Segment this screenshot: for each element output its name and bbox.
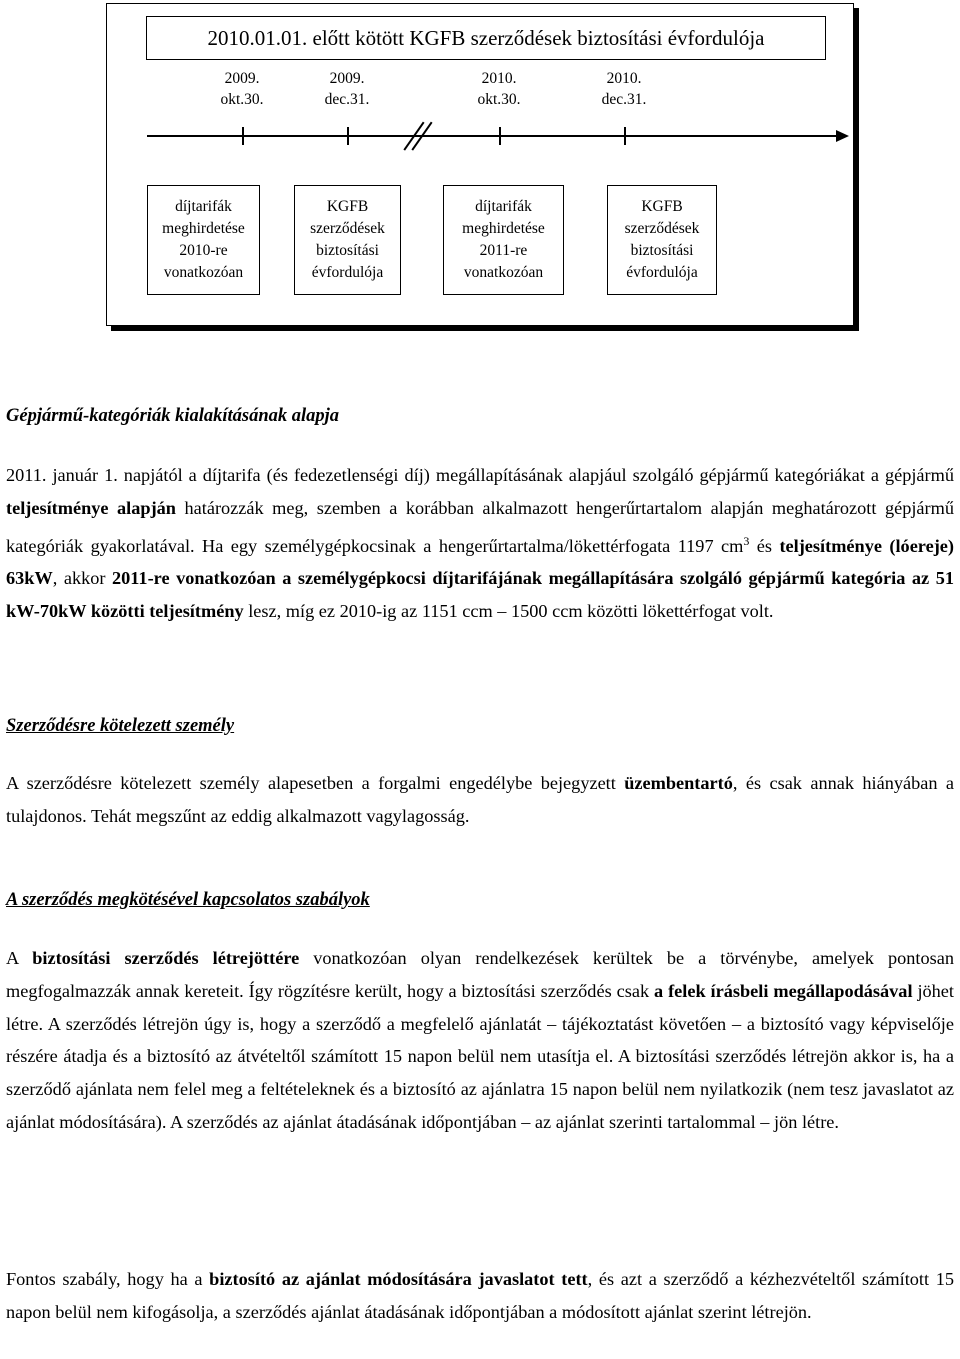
figure-title: 2010.01.01. előtt kötött KGFB szerződések biztosítási évfordulója bbox=[146, 16, 826, 60]
timeline-arrow-icon bbox=[836, 130, 849, 142]
box-line: évfordulója bbox=[311, 264, 384, 281]
text-run-bold: 2011-re vonatkozóan a személygépkocsi díjtarifájának megállapítására szolgáló gépjármű kategória az 51 kW-70kW közötti teljesítmény bbox=[6, 568, 954, 622]
text-run: 2011. január 1. napjától a díjtarifa (és fedezetlenségi díj) megállapításának alapjául szolgáló gépjármű kategóriákat a gépjármű bbox=[6, 465, 954, 485]
text-run-bold: biztosítási szerződés létrejöttére bbox=[32, 948, 300, 968]
box-line: meghirdetése bbox=[162, 220, 245, 237]
timeline-box-4 bbox=[607, 185, 717, 295]
text-run: , akkor bbox=[52, 568, 113, 589]
paragraph-obligated-person bbox=[6, 767, 954, 833]
box-line: KGFB bbox=[641, 198, 683, 215]
text-run: , és csak annak hiányában a tulajdonos. Tehát megszűnt az eddig alkalmazott vagylagosság. bbox=[6, 773, 954, 826]
section-heading-vehicle-categories: Gépjármű-kategóriák kialakításának alapja bbox=[6, 406, 340, 426]
box-line: vonatkozóan bbox=[463, 264, 544, 281]
box-line: biztosítási bbox=[630, 242, 694, 259]
text-run: és bbox=[749, 535, 780, 556]
box-line: díjtarifák bbox=[475, 198, 532, 215]
timeline-date-3 bbox=[454, 68, 544, 110]
text-run: Fontos szabály, hogy ha a bbox=[6, 1269, 210, 1289]
box-line: díjtarifák bbox=[175, 198, 232, 215]
paragraph-vehicle-categories bbox=[6, 459, 954, 628]
timeline-tick bbox=[499, 127, 501, 145]
date-day: dec.31. bbox=[601, 91, 647, 108]
box-line: biztosítási bbox=[316, 242, 379, 259]
text-run-bold: teljesítménye alapján bbox=[6, 497, 176, 518]
text-run-bold: biztosító az ajánlat módosítására javaslatot tett bbox=[209, 1269, 588, 1289]
timeline-box-2 bbox=[294, 185, 401, 295]
timeline-box-3 bbox=[443, 185, 564, 295]
timeline-tick bbox=[242, 127, 244, 145]
text-run-bold: üzembentartó bbox=[624, 773, 733, 793]
text-run-bold: a felek írásbeli megállapodásával bbox=[654, 980, 913, 1001]
box-line: vonatkozóan bbox=[163, 264, 244, 281]
text-run: jöhet létre. A szerződés létrejön úgy is, hogy a szerződő a megfelelő ajánlatát – tájékoztatást követően – a biztosító vagy képviselője részére átadja és a biztosító az átvételtől számított 15 napon belül nem utasítja el. A biztosítási szerződés létrejön akkor is, ha a szerződő ajánlata nem felel meg a feltételeknek és a biztosító az ajánlatra 15 napon belül nem nyilatkozik (nem tesz javaslatot az ajánlat módosítására). A szerződés az ajánlat átadásának időpontjában – az ajánlat szerinti tartalommal – jön létre. bbox=[6, 980, 955, 1132]
text-run: lesz, míg ez 2010-ig az 1151 ccm – 1500 ccm közötti lökettérfogat volt. bbox=[243, 601, 774, 622]
date-year: 2009. bbox=[224, 70, 260, 87]
timeline-axis bbox=[147, 135, 837, 137]
date-year: 2009. bbox=[329, 70, 365, 87]
text-run: A bbox=[6, 948, 33, 968]
timeline-date-4 bbox=[579, 68, 669, 110]
paragraph-contract-rules bbox=[6, 942, 954, 1139]
timeline-tick bbox=[624, 127, 626, 145]
box-line: 2011-re bbox=[479, 242, 528, 259]
box-line: meghirdetése bbox=[462, 220, 545, 237]
timeline-box-1 bbox=[147, 185, 260, 295]
text-run: A szerződésre kötelezett személy alapesetben a forgalmi engedélybe bejegyzett bbox=[6, 773, 625, 793]
paragraph-important-rule bbox=[6, 1263, 954, 1329]
date-day: okt.30. bbox=[477, 91, 521, 108]
date-day: okt.30. bbox=[220, 91, 264, 108]
date-day: dec.31. bbox=[324, 91, 370, 108]
timeline-date-2 bbox=[302, 68, 392, 110]
section-heading-obligated-person: Szerződésre kötelezett személy bbox=[6, 716, 235, 736]
timeline-date-1 bbox=[197, 68, 287, 110]
date-year: 2010. bbox=[606, 70, 642, 87]
timeline-figure bbox=[106, 3, 854, 326]
box-line: KGFB bbox=[326, 198, 369, 215]
box-line: szerződések bbox=[624, 220, 700, 237]
superscript: 3 bbox=[743, 533, 750, 548]
text-run-bold: teljesítménye (lóereje) 63kW bbox=[6, 535, 954, 589]
timeline-tick bbox=[347, 127, 349, 145]
text-run: határozzák meg, szemben a korábban alkalmazott hengerűrtartalom alapján meghatározott gépjármű kategóriák gyakorlatával. Ha egy személygépkocsinak a hengerűrtartalma/lökettérfogata 1197 cm bbox=[6, 497, 954, 556]
text-run: vonatkozóan olyan rendelkezések kerültek be a törvénybe, amelyek pontosan megfogalmazzák annak kereteit. Így rögzítésre került, hogy a biztosítási szerződés csak bbox=[6, 948, 954, 1001]
date-year: 2010. bbox=[481, 70, 517, 87]
box-line: 2010-re bbox=[179, 242, 228, 259]
section-heading-contract-rules: A szerződés megkötésével kapcsolatos szabályok bbox=[6, 890, 370, 910]
text-run: , és azt a szerződő a kézhezvételtől számított 15 napon belül nem kifogásolja, a szerződés ajánlat átadásának időpontjában a módosított ajánlat szerint létrejön. bbox=[6, 1269, 955, 1322]
box-line: szerződések bbox=[310, 220, 385, 237]
box-line: évfordulója bbox=[626, 264, 698, 281]
